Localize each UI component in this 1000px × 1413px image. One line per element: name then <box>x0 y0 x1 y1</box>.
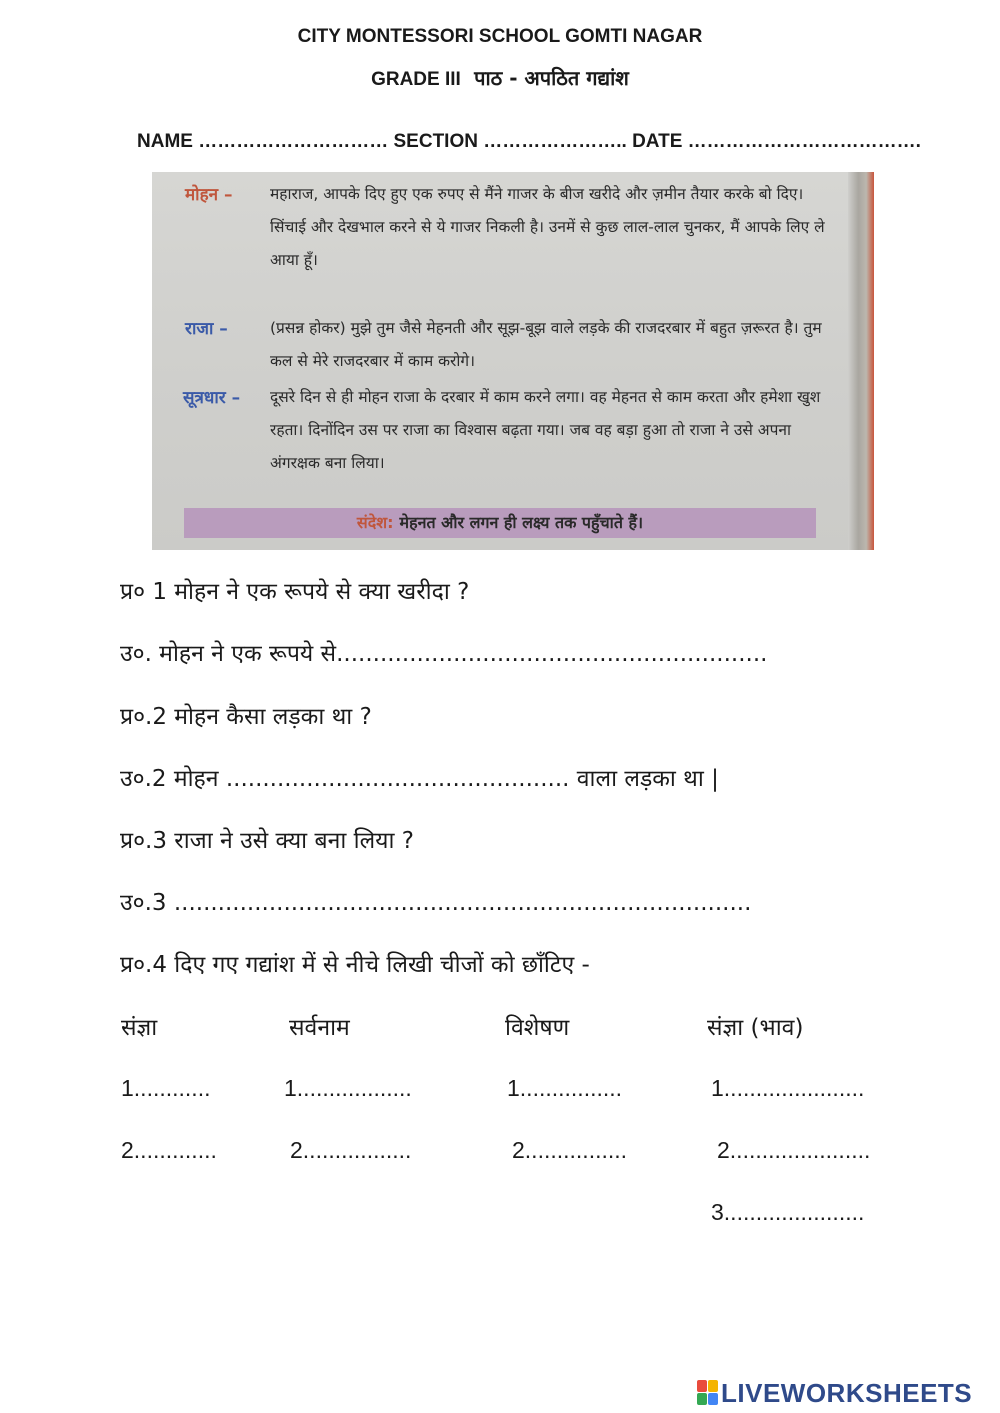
blank-sangya-1[interactable]: 1............ <box>121 1075 211 1101</box>
header-sangya-bhav: संज्ञा (भाव) <box>707 1015 804 1041</box>
lesson-title: पाठ - अपठित गद्यांश <box>474 66 629 90</box>
question-3: प्र०.3 राजा ने उसे क्या बना लिया ? <box>120 828 414 854</box>
header-sangya: संज्ञा <box>121 1015 158 1041</box>
blank-visheshan-2[interactable]: 2................ <box>512 1137 628 1163</box>
question-1: प्र० 1 मोहन ने एक रूपये से क्या खरीदा ? <box>120 579 470 605</box>
dialogue-raja: (प्रसन्न होकर) मुझे तुम जैसे मेहनती और सूझ-बूझ वाले लड़के की राजदरबार में बहुत ज़रूरत है। तुम कल से मेरे राजदरबार में काम करोगे। <box>270 319 822 370</box>
answer-3-field[interactable]: उ०.3 ............................................................................... <box>120 890 752 916</box>
blank-sangya-bhav-3[interactable]: 3...................... <box>711 1199 865 1225</box>
answer-1-field[interactable]: उ०. मोहन ने एक रूपये से........................................................... <box>120 641 768 667</box>
dialogue-mohan: महाराज, आपके दिए हुए एक रुपए से मैंने गाजर के बीज खरीदे और ज़मीन तैयार करके बो दिए। सिंचाई और देखभाल करने से ये गाजर निकली है। उनमें से कुछ लाल-लाल चुनकर, मैं आपके लिए ले आया हूँ। <box>270 185 825 269</box>
message-text: मेहनत और लगन ही लक्ष्य तक पहुँचाते हैं। <box>399 513 644 532</box>
message-bar <box>184 508 816 538</box>
blank-sangya-bhav-1[interactable]: 1...................... <box>711 1075 865 1101</box>
blank-sarvanam-1[interactable]: 1.................. <box>284 1075 412 1101</box>
grade-lesson-title <box>0 64 1000 91</box>
book-edge <box>848 172 874 550</box>
speaker-sutradhar: सूत्रधार – <box>183 388 241 408</box>
liveworksheets-logo-icon <box>697 1380 719 1406</box>
blank-sangya-2[interactable]: 2............. <box>121 1137 217 1163</box>
name-section-date-line: NAME ………………………… SECTION ………………….. DATE ………………………………. <box>137 131 921 152</box>
message-label: संदेश: <box>356 513 394 532</box>
blank-sarvanam-2[interactable]: 2................. <box>290 1137 412 1163</box>
passage-image <box>152 172 874 550</box>
speaker-mohan: मोहन – <box>185 185 233 205</box>
speaker-raja: राजा – <box>185 319 228 339</box>
liveworksheets-watermark <box>697 1378 972 1409</box>
watermark-text: LIVEWORKSHEETS <box>721 1378 973 1408</box>
question-2: प्र०.2 मोहन कैसा लड़का था ? <box>120 704 372 730</box>
blank-visheshan-1[interactable]: 1................ <box>507 1075 623 1101</box>
school-name: CITY MONTESSORI SCHOOL GOMTI NAGAR <box>297 26 703 47</box>
header-sarvanam: सर्वनाम <box>289 1015 350 1041</box>
dialogue-sutradhar: दूसरे दिन से ही मोहन राजा के दरबार में काम करने लगा। वह मेहनत से काम करता और हमेशा खुश रहता। दिनोंदिन उस पर राजा का विश्वास बढ़ता गया। जब वह बड़ा हुआ तो राजा ने उसे अपना अंगरक्षक बना लिया। <box>270 388 821 472</box>
answer-2-field[interactable]: उ०.2 मोहन ............................................... वाला लड़का था | <box>120 766 719 792</box>
grade-label: GRADE III <box>371 69 461 90</box>
question-4: प्र०.4 दिए गए गद्यांश में से नीचे लिखी चीजों को छाँटिए - <box>120 952 590 978</box>
blank-sangya-bhav-2[interactable]: 2...................... <box>717 1137 871 1163</box>
header-visheshan: विशेषण <box>505 1015 570 1041</box>
